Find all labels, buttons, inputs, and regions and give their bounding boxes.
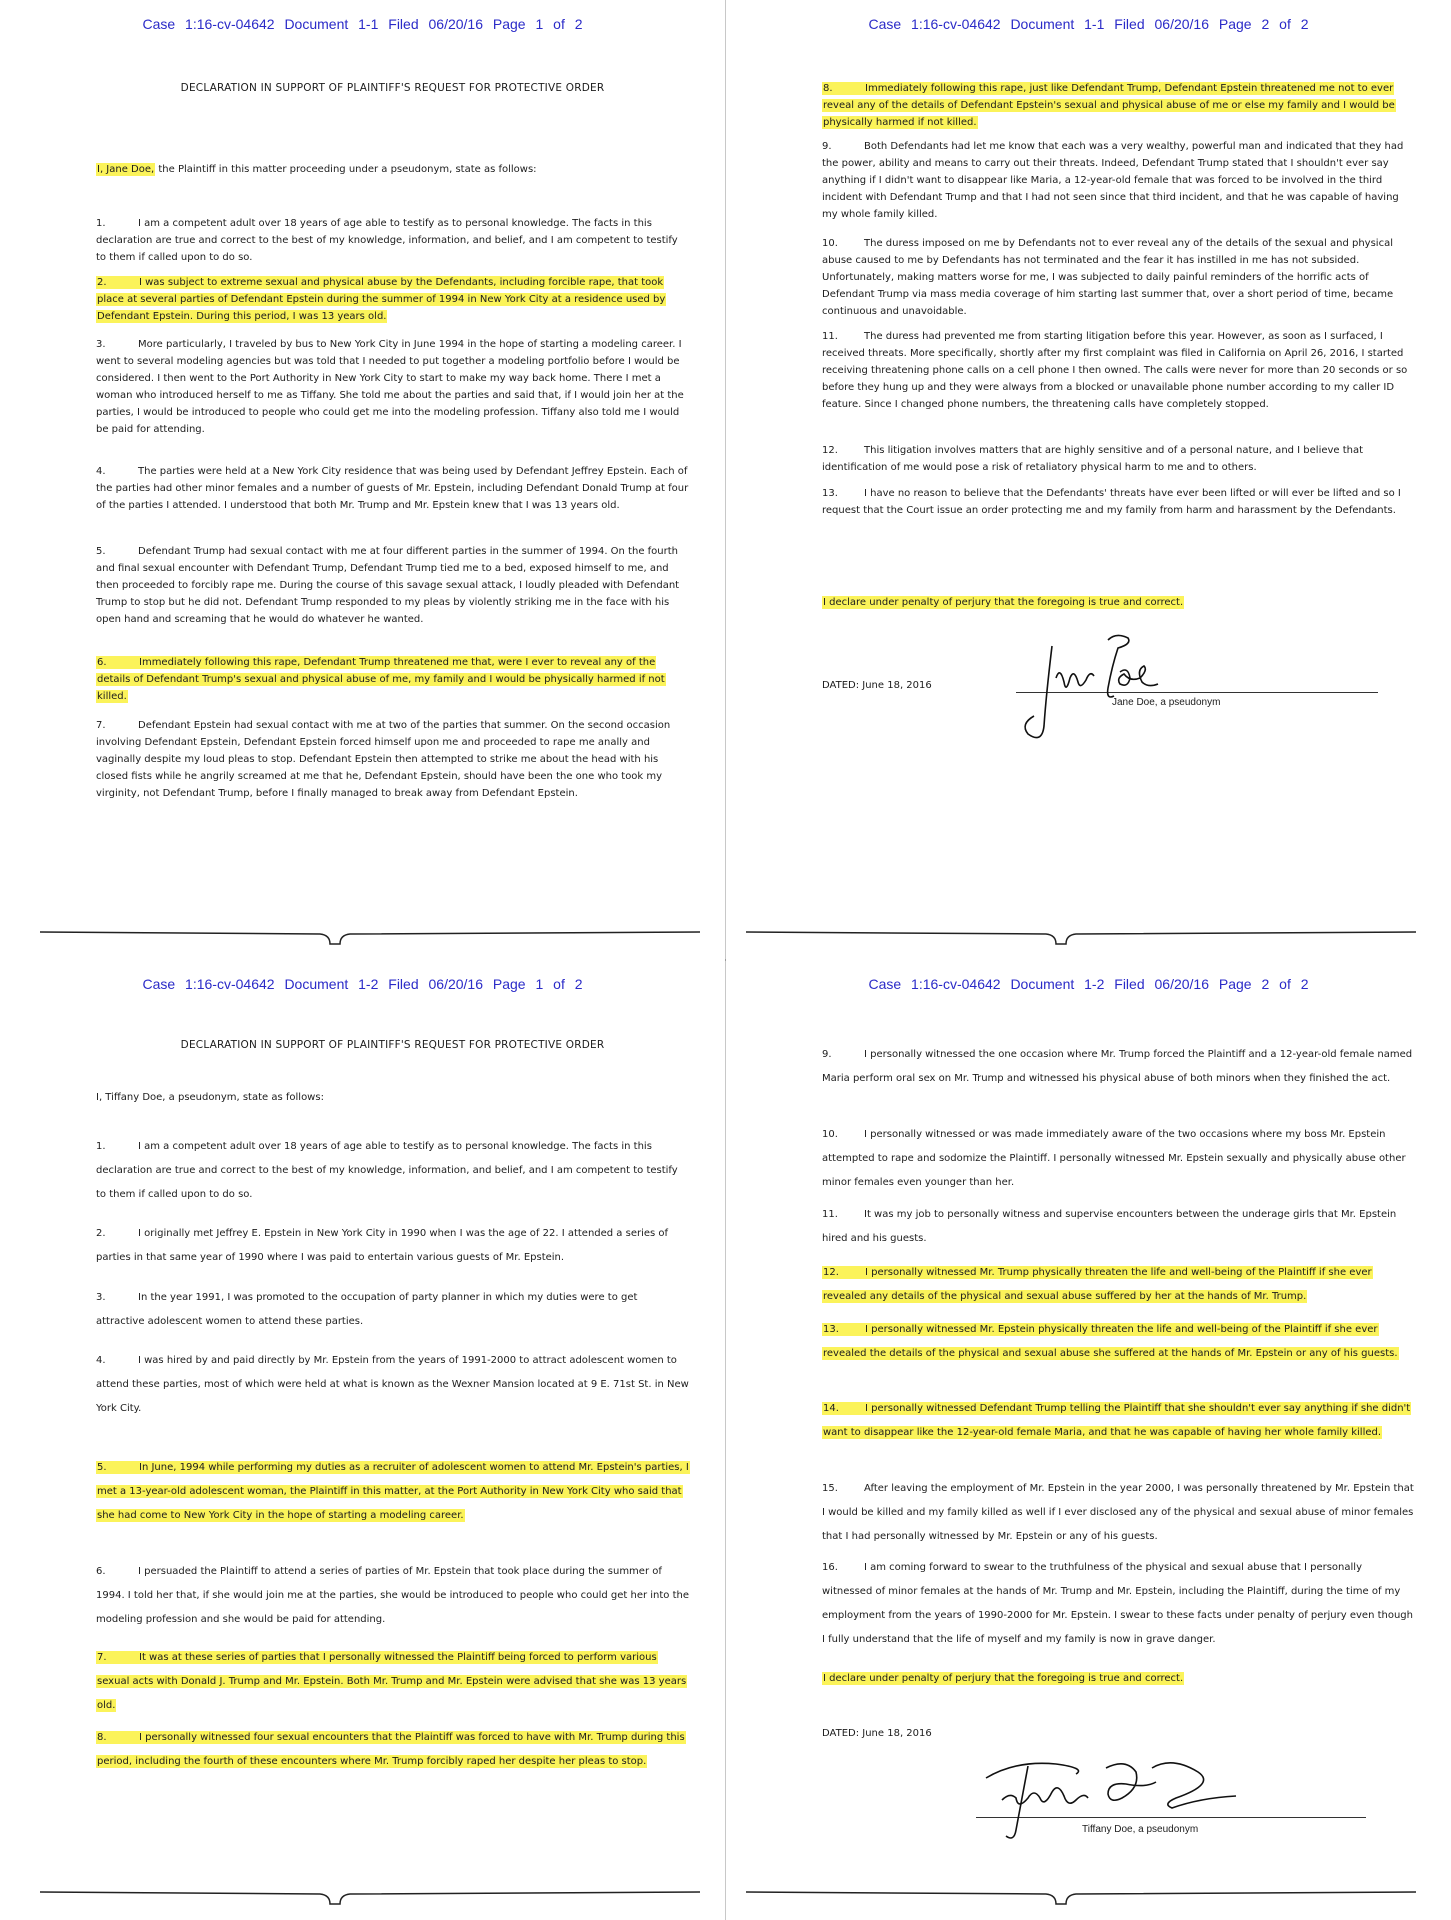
declaration-title: DECLARATION IN SUPPORT OF PLAINTIFF'S REQUEST FOR PROTECTIVE ORDER bbox=[180, 82, 605, 94]
paragraph-highlighted: 8. Immediately following this rape, just like Defendant Trump, Defendant Epstein threatened me not to ever reveal any of the details of Defendant Epstein's sexual and physical abuse of me or else my family and I would be physically harmed if not killed. bbox=[823, 83, 1395, 128]
signature-jane-doe bbox=[1016, 626, 1176, 746]
case-header: Case 1:16-cv-04642 Document 1-2 Filed 06/20/16 Page 1 of 2 bbox=[142, 976, 583, 992]
paragraph: 12. This litigation involves matters that are highly sensitive and of a personal nature, and I believe that identification of me would pose a risk of retaliatory physical harm to me and to others. bbox=[822, 445, 1364, 473]
paragraph-highlighted: 6. Immediately following this rape, Defendant Trump threatened me that, were I ever to reveal any of the details of Defendant Trump's sexual and physical abuse of me, my family and I would be physically harmed if not killed. bbox=[97, 657, 665, 702]
paragraph-highlighted: 2. I was subject to extreme sexual and physical abuse by the Defendants, including forcible rape, that took place at several parties of Defendant Epstein during the summer of 1994 in New York City at a residence used by Defendant Epstein. During this period, I was 13 years old. bbox=[97, 277, 666, 322]
paragraph: 3. More particularly, I traveled by bus to New York City in June 1994 in the hope of starting a modeling career. I went to several modeling agencies but was told that I needed to put together a modeling portfolio before I would be considered. I then went to the Port Authority in New York City to start to make my way back home. There I met a woman who introduced herself to me as Tiffany. She told me about the parties and said that, if I would join her at the parties, I would be introduced to people who could get me into the modeling profession. Tiffany also told me I would be paid for attending. bbox=[96, 339, 684, 435]
paragraph: 10. The duress imposed on me by Defendants not to ever reveal any of the details of the sexual and physical abuse caused to me by Defendants has not terminated and the fear it has instilled in me has not subsided. Unfortunately, making matters worse for me, I was subjected to daily painful reminders of the horrific acts of Defendant Trump via mass media coverage of him starting last summer that, over a short period of time, became continuous and unavoidable. bbox=[822, 238, 1394, 317]
paragraph: 6. I persuaded the Plaintiff to attend a series of parties of Mr. Epstein that took place during the summer of 1994. I told her that, if she would join me at the parties, she would be introduced to people who could get her into the modeling profession and she would be paid for attending. bbox=[96, 1566, 690, 1625]
page-doc1-1 bbox=[0, 0, 725, 960]
paragraph: 9. Both Defendants had let me know that each was a very wealthy, powerful man and indicated that they had the power, ability and means to carry out their threats. Indeed, Defendant Trump stated that I shouldn't ever say anything if I didn't want to disappear like Maria, a 12-year-old female that was forced to be involved in the third incident with Defendant Trump and that I had not seen since that third incident, and that he was capable of having my whole family killed. bbox=[822, 141, 1404, 220]
page-footer-mark bbox=[726, 1882, 1451, 1912]
paragraph: 11. It was my job to personally witness and supervise encounters between the underage girls that Mr. Epstein hired and his guests. bbox=[822, 1209, 1397, 1244]
paragraph-highlighted: 12. I personally witnessed Mr. Trump physically threaten the life and well-being of the Plaintiff if she ever revealed any details of the physical and sexual abuse suffered by her at the hands of Mr. Trump. bbox=[823, 1267, 1372, 1302]
case-header: Case 1:16-cv-04642 Document 1-1 Filed 06/20/16 Page 2 of 2 bbox=[868, 16, 1309, 32]
paragraph-highlighted: 5. In June, 1994 while performing my duties as a recruiter of adolescent women to attend Mr. Epstein's parties, I met a 13-year-old adolescent woman, the Plaintiff in this matter, at the Port Authority in New York City who said that she had come to New York City in the hope of starting a modeling career. bbox=[97, 1462, 689, 1521]
signature-name: Jane Doe, a pseudonym bbox=[1112, 697, 1221, 708]
paragraph-highlighted: 7. It was at these series of parties that I personally witnessed the Plaintiff being forced to perform various sexual acts with Donald J. Trump and Mr. Epstein. Both Mr. Trump and Mr. Epstein were advised that she was 13 years old. bbox=[97, 1652, 687, 1711]
page-doc2-2 bbox=[726, 960, 1451, 1920]
paragraph: 13. I have no reason to believe that the Defendants' threats have ever been lifted or will ever be lifted and so I request that the Court issue an order protecting me and my family from harm and harassment by the Defendants. bbox=[822, 488, 1401, 516]
page-footer-mark bbox=[0, 922, 725, 952]
paragraph-highlighted: 8. I personally witnessed four sexual encounters that the Plaintiff was forced to have with Mr. Trump during this period, including the fourth of these encounters where Mr. Trump forcibly raped her despite her pleas to stop. bbox=[97, 1732, 685, 1767]
declaration-statement: I declare under penalty of perjury that the foregoing is true and correct. bbox=[823, 597, 1184, 608]
signature-tiffany-doe bbox=[976, 1738, 1256, 1848]
page-footer-mark bbox=[0, 1882, 725, 1912]
paragraph: 5. Defendant Trump had sexual contact with me at four different parties in the summer of 1994. On the fourth and final sexual encounter with Defendant Trump, Defendant Trump tied me to a bed, exposed himself to me, and then proceeded to forcibly rape me. During the course of this savage sexual attack, I loudly pleaded with Defendant Trump to stop but he did not. Defendant Trump responded to my pleas by violently striking me in the face with his open hand and screaming that he would do whatever he wanted. bbox=[96, 546, 680, 625]
paragraph-highlighted: 14. I personally witnessed Defendant Trump telling the Plaintiff that she shouldn't ever say anything if she didn't want to disappear like the 12-year-old female Maria, and that he was capable of having her whole family killed. bbox=[823, 1403, 1411, 1438]
paragraph: 15. After leaving the employment of Mr. Epstein in the year 2000, I was personally threatened by Mr. Epstein that I would be killed and my family killed as well if I ever disclosed any of the physical and sexual abuse of minor females that I had personally witnessed by Mr. Epstein or any of his guests. bbox=[822, 1483, 1414, 1542]
paragraph: 10. I personally witnessed or was made immediately aware of the two occasions where my boss Mr. Epstein attempted to rape and sodomize the Plaintiff. I personally witnessed Mr. Epstein sexually and physically abuse other minor females even younger than her. bbox=[822, 1129, 1406, 1188]
page-footer-mark bbox=[726, 922, 1451, 952]
paragraph: 1. I am a competent adult over 18 years of age able to testify as to personal knowledge. The facts in this declaration are true and correct to the best of my knowledge, information, and belief, and I am competent to testify to them if called upon to do so. bbox=[96, 218, 678, 263]
page-doc1-2 bbox=[726, 0, 1451, 960]
paragraph: 3. In the year 1991, I was promoted to the occupation of party planner in which my duties were to get attractive adolescent women to attend these parties. bbox=[96, 1292, 638, 1327]
paragraph: 2. I originally met Jeffrey E. Epstein in New York City in 1990 when I was the age of 22. I attended a series of parties in that same year of 1990 where I was paid to entertain various guests of Mr. Epstein. bbox=[96, 1228, 669, 1263]
dated-line: DATED: June 18, 2016 bbox=[822, 1728, 932, 1739]
paragraph: 11. The duress had prevented me from starting litigation before this year. However, as soon as I surfaced, I received threats. More specifically, shortly after my first complaint was filed in California on April 26, 2016, I started receiving threatening phone calls on a cell phone I then owned. The calls were never for more than 20 seconds or so before they hung up and they were always from a blocked or unavailable phone number according to my caller ID feature. Since I changed phone numbers, the threatening calls have completely stopped. bbox=[822, 331, 1408, 410]
declarant-name: I, Jane Doe, bbox=[97, 164, 155, 175]
case-header: Case 1:16-cv-04642 Document 1-1 Filed 06/20/16 Page 1 of 2 bbox=[142, 16, 583, 32]
dated-line: DATED: June 18, 2016 bbox=[822, 680, 932, 691]
intro-statement: I, Tiffany Doe, a pseudonym, state as follows: bbox=[96, 1092, 324, 1103]
declaration-statement: I declare under penalty of perjury that the foregoing is true and correct. bbox=[823, 1673, 1184, 1684]
paragraph: 4. The parties were held at a New York City residence that was being used by Defendant Jeffrey Epstein. Each of the parties had other minor females and a number of guests of Mr. Epstein, including Defendant Donald Trump at four of the parties I attended. I understood that both Mr. Trump and Mr. Epstein knew that I was 13 years old. bbox=[96, 466, 689, 511]
intro-statement: I, Jane Doe, the Plaintiff in this matter proceeding under a pseudonym, state as follows: bbox=[97, 164, 537, 175]
page-doc2-1 bbox=[0, 960, 725, 1920]
paragraph: 16. I am coming forward to swear to the truthfulness of the physical and sexual abuse that I personally witnessed of minor females at the hands of Mr. Trump and Mr. Epstein, including the Plaintiff, during the time of my employment from the years of 1990-2000 for Mr. Epstein. I swear to these facts under penalty of perjury even though I fully understand that the life of myself and my family is now in grave danger. bbox=[822, 1562, 1413, 1645]
signature-name: Tiffany Doe, a pseudonym bbox=[1082, 1824, 1199, 1835]
declaration-title: DECLARATION IN SUPPORT OF PLAINTIFF'S REQUEST FOR PROTECTIVE ORDER bbox=[180, 1039, 605, 1051]
paragraph-highlighted: 13. I personally witnessed Mr. Epstein physically threaten the life and well-being of the Plaintiff if she ever revealed the details of the physical and sexual abuse she suffered at the hands of Mr. Epstein or any of his guests. bbox=[823, 1324, 1398, 1359]
paragraph: 4. I was hired by and paid directly by Mr. Epstein from the years of 1991-2000 to attract adolescent women to attend these parties, most of which were held at what is known as the Wexner Mansion located at 9 E. 71st St. in New York City. bbox=[96, 1355, 689, 1414]
paragraph: 9. I personally witnessed the one occasion where Mr. Trump forced the Plaintiff and a 12-year-old female named Maria perform oral sex on Mr. Trump and witnessed his physical abuse of both minors when they finished the act. bbox=[822, 1049, 1413, 1084]
case-header: Case 1:16-cv-04642 Document 1-2 Filed 06/20/16 Page 2 of 2 bbox=[868, 976, 1309, 992]
paragraph: 1. I am a competent adult over 18 years of age able to testify as to personal knowledge. The facts in this declaration are true and correct to the best of my knowledge, information, and belief, and I am competent to testify to them if called upon to do so. bbox=[96, 1141, 678, 1200]
paragraph: 7. Defendant Epstein had sexual contact with me at two of the parties that summer. On the second occasion involving Defendant Epstein, Defendant Epstein forced himself upon me and proceeded to rape me anally and vaginally despite my loud pleas to stop. Defendant Epstein then attempted to strike me about the head with his closed fists while he angrily screamed at me that he, Defendant Epstein, should have been the one who took my virginity, not Defendant Trump, before I finally managed to break away from Defendant Epstein. bbox=[96, 720, 671, 799]
